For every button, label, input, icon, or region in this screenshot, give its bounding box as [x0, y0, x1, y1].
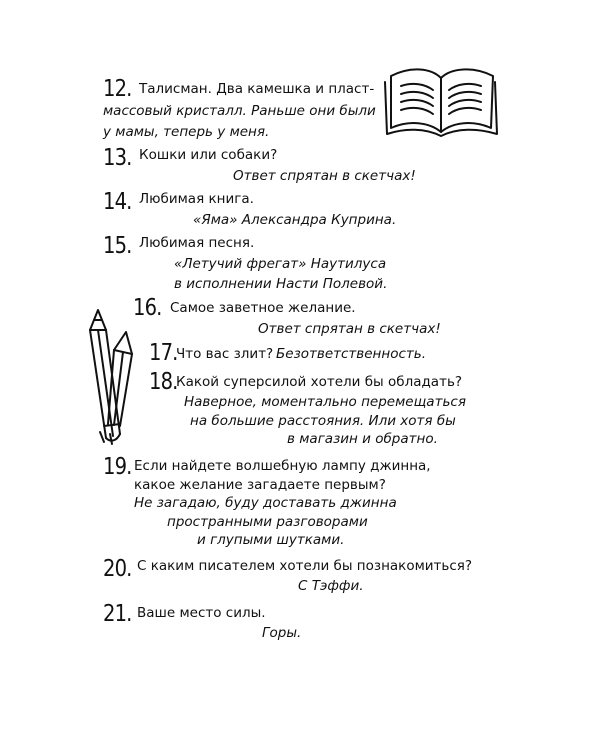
- item-answer: Горы.: [262, 625, 302, 641]
- item-question: Самое заветное желание.: [170, 300, 356, 316]
- item-text: у мамы, теперь у меня.: [103, 124, 270, 140]
- item-question: Кошки или собаки?: [139, 147, 278, 163]
- item-answer: в магазин и обратно.: [287, 431, 438, 447]
- item-question: Что вас злит?: [176, 346, 274, 362]
- item-answer: в исполнении Насти Полевой.: [174, 276, 388, 292]
- item-number: 21.: [103, 601, 132, 627]
- item-number: 18.: [149, 369, 178, 395]
- item-answer: Ответ спрятан в скетчах!: [258, 321, 441, 337]
- item-number: 14.: [103, 189, 132, 215]
- item-answer: Безответственность.: [276, 346, 426, 362]
- item-question: Любимая книга.: [139, 191, 254, 207]
- item-answer: «Яма» Александра Куприна.: [193, 212, 397, 228]
- item-question: С каким писателем хотели бы познакомиться?: [137, 558, 473, 574]
- item-answer: Не загадаю, буду доставать джинна: [134, 495, 397, 511]
- item-answer: и глупыми шутками.: [197, 532, 345, 548]
- item-question: какое желание загадаете первым?: [134, 477, 386, 493]
- item-answer: на большие расстояния. Или хотя бы: [190, 413, 456, 429]
- item-number: 13.: [103, 145, 132, 171]
- item-answer: Ответ спрятан в скетчах!: [233, 168, 416, 184]
- item-answer: С Тэффи.: [298, 578, 364, 594]
- item-question: Какой суперсилой хотели бы обладать?: [176, 374, 463, 390]
- item-number: 16.: [133, 295, 162, 321]
- pencils-icon: [80, 306, 140, 446]
- item-text: Талисман. Два камешка и пласт-: [139, 81, 375, 97]
- item-text: массовый кристалл. Раньше они были: [103, 103, 376, 119]
- item-number: 15.: [103, 233, 132, 259]
- item-number: 20.: [103, 556, 132, 582]
- item-number: 12.: [103, 76, 132, 102]
- item-question: Ваше место силы.: [137, 605, 266, 621]
- item-question: Любимая песня.: [139, 235, 255, 251]
- item-answer: пространными разговорами: [167, 514, 368, 530]
- item-number: 19.: [103, 454, 132, 480]
- open-book-icon: [381, 62, 501, 140]
- item-question: Если найдете волшебную лампу джинна,: [134, 458, 431, 474]
- item-answer: «Летучий фрегат» Наутилуса: [174, 256, 387, 272]
- item-answer: Наверное, моментально перемещаться: [184, 394, 466, 410]
- item-number: 17.: [149, 340, 178, 366]
